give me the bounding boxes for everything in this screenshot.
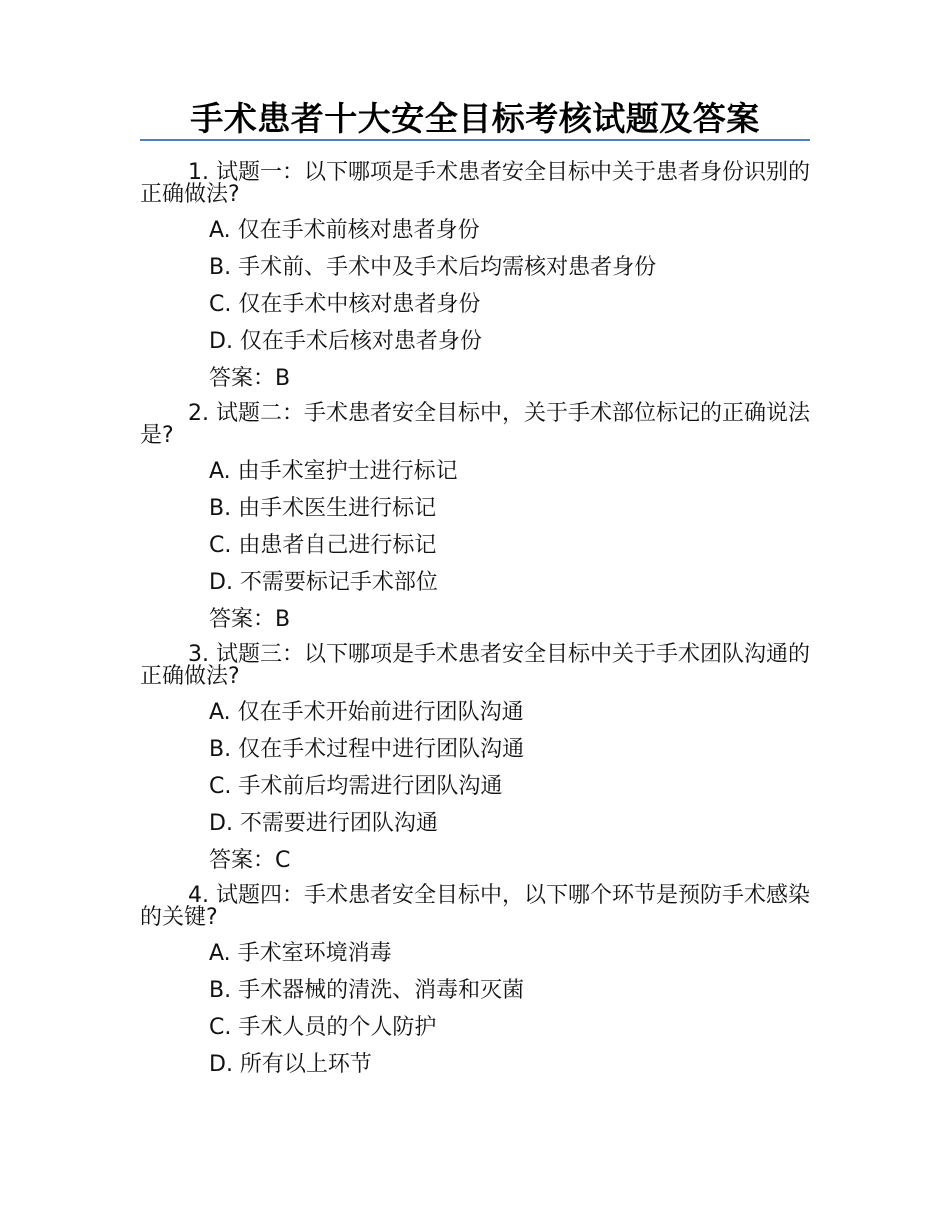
question-text: 1. 试题一：以下哪项是手术患者安全目标中关于患者身份识别的正确做法?: [140, 160, 810, 207]
answer-text: 答案：C: [209, 848, 291, 873]
option-a: A. 仅在手术开始前进行团队沟通: [209, 700, 524, 725]
option-d: D. 所有以上环节: [209, 1052, 372, 1077]
option-a: A. 由手术室护士进行标记: [209, 459, 458, 484]
option-d: D. 不需要标记手术部位: [209, 570, 438, 595]
question-text: 3. 试题三：以下哪项是手术患者安全目标中关于手术团队沟通的正确做法?: [140, 642, 810, 689]
question-text: 2. 试题二：手术患者安全目标中，关于手术部位标记的正确说法是?: [140, 401, 810, 448]
question-block: [140, 156, 812, 397]
option-c: C. 手术人员的个人防护: [209, 1015, 437, 1040]
option-b: B. 仅在手术过程中进行团队沟通: [209, 737, 525, 762]
question-block: [140, 397, 812, 638]
option-c: C. 由患者自己进行标记: [209, 533, 437, 558]
question-list: [140, 156, 812, 1083]
option-a: A. 仅在手术前核对患者身份: [209, 218, 480, 243]
question-block: [140, 638, 812, 879]
option-a: A. 手术室环境消毒: [209, 941, 392, 966]
option-c: C. 手术前后均需进行团队沟通: [209, 774, 503, 799]
question-text: 4. 试题四：手术患者安全目标中，以下哪个环节是预防手术感染的关键?: [140, 883, 810, 930]
document-title: 手术患者十大安全目标考核试题及答案: [190, 99, 760, 138]
option-d: D. 不需要进行团队沟通: [209, 811, 438, 836]
option-c: C. 仅在手术中核对患者身份: [209, 292, 481, 317]
option-b: B. 手术前、手术中及手术后均需核对患者身份: [209, 255, 657, 280]
option-b: B. 手术器械的清洗、消毒和灭菌: [209, 978, 525, 1003]
answer-text: 答案：B: [209, 607, 291, 632]
question-block: [140, 879, 812, 1083]
answer-text: 答案：B: [209, 366, 291, 391]
option-b: B. 由手术医生进行标记: [209, 496, 437, 521]
option-d: D. 仅在手术后核对患者身份: [209, 329, 482, 354]
title-underline: [140, 139, 810, 141]
